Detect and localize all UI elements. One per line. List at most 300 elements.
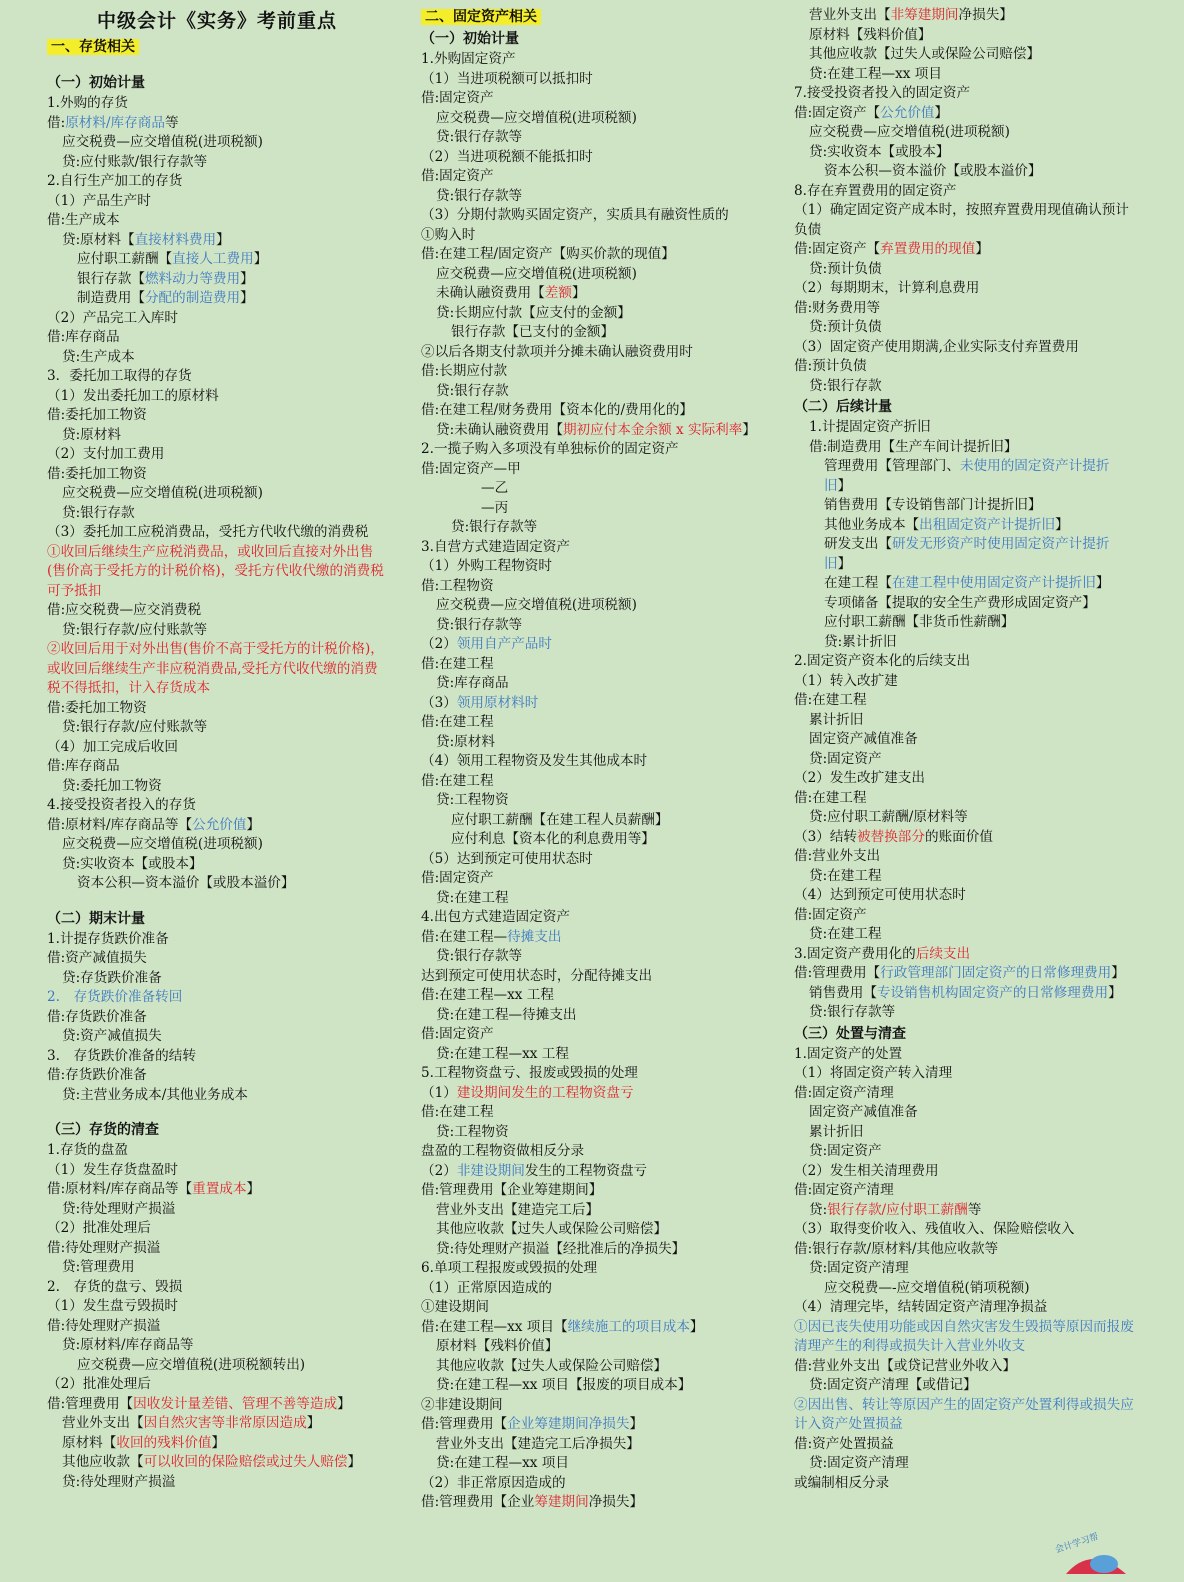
entry-line <box>794 143 1134 163</box>
line-text: 借:在建工程 <box>421 655 494 672</box>
line-text: 借:营业外支出【或贷记营业外收入】 <box>794 1357 1017 1374</box>
line-text: 借:固定资产【 <box>794 241 881 257</box>
line-text: （4）领用工程物资及发生其他成本时 <box>421 753 648 769</box>
entry-line <box>47 1414 387 1434</box>
line-text: 借:存货跌价准备 <box>47 1067 147 1083</box>
line-text: （3） <box>421 694 457 711</box>
key-term-blue: 领用自产产品时 <box>456 636 552 652</box>
entry-line <box>421 811 771 831</box>
entry-line <box>47 465 387 485</box>
line-text: 贷:在建工程 <box>809 867 882 884</box>
line-text: 应付利息【资本化的利息费用等】 <box>451 831 655 847</box>
entry-line <box>47 1161 387 1181</box>
entry-line <box>794 1084 1134 1104</box>
entry-line <box>794 691 1134 711</box>
line-text: 】 <box>689 1318 704 1335</box>
entry-line <box>794 1103 1134 1123</box>
entry-line <box>47 94 387 114</box>
entry-line <box>794 1240 1134 1260</box>
line-text: 借:固定资产 <box>794 906 867 923</box>
line-text: 贷:应付职工薪酬/原材料等 <box>809 809 968 825</box>
line-text: 借:在建工程—xx 工程 <box>421 987 554 1003</box>
line-text: 贷:长期应付款【应支付的金额】 <box>436 304 631 321</box>
entry-line <box>47 309 387 329</box>
entry-line <box>421 1045 771 1065</box>
entry-line <box>794 1376 1134 1396</box>
line-text: 贷:银行存款等 <box>436 129 523 145</box>
entry-line <box>421 986 771 1006</box>
entry-line <box>47 1336 387 1356</box>
line-text: 贷:预计负债 <box>809 319 882 335</box>
line-text: 其他应收款【 <box>62 1454 144 1470</box>
key-term-red: 银行存款/应付职工薪酬 <box>827 1201 968 1218</box>
entry-line <box>421 109 771 129</box>
entry-line <box>421 577 771 597</box>
section-heading-highlight <box>47 39 139 55</box>
subsection-heading <box>794 396 1134 418</box>
entry-line <box>794 906 1134 926</box>
entry-line <box>794 1259 1134 1279</box>
key-term-blue: 企业筹建期间净损失 <box>507 1416 630 1432</box>
line-text: 】 <box>837 477 852 494</box>
entry-line <box>421 713 771 733</box>
line-text: 贷:资产减值损失 <box>62 1028 162 1044</box>
line-text: （1）产品生产时 <box>47 192 151 209</box>
key-term-blue: 分配的制造费用 <box>144 290 241 306</box>
entry-line <box>794 945 1134 965</box>
line-text: 中级会计《实务》考前重点 <box>96 10 337 32</box>
entry-line <box>794 201 1134 240</box>
line-text: 】 <box>837 555 852 572</box>
entry-line <box>794 338 1134 358</box>
entry-line <box>794 65 1134 85</box>
line-text: 贷:银行存款 <box>436 382 509 399</box>
entry-line <box>794 1454 1134 1474</box>
line-text: 4.接受投资者投入的存货 <box>47 797 196 813</box>
line-text: 借:在建工程 <box>421 772 494 789</box>
entry-line <box>794 1142 1134 1162</box>
line-text: 3．委托加工取得的存货 <box>47 368 192 384</box>
entry-line <box>794 1220 1134 1240</box>
line-text: 二、固定资产相关 <box>425 9 537 25</box>
entry-line <box>47 738 387 758</box>
line-text: ①购入时 <box>421 226 476 243</box>
entry-line <box>794 1357 1134 1377</box>
subsection-heading <box>47 908 387 930</box>
line-text: 净损失】 <box>588 1494 644 1510</box>
line-text: （3）固定资产使用期满,企业实际支付弃置费用 <box>794 338 1079 355</box>
entry-line <box>794 418 1134 438</box>
section-heading-highlight <box>421 9 541 25</box>
entry-line <box>47 930 387 950</box>
line-text: 借:资产处置损益 <box>794 1435 894 1452</box>
key-term-blue: 直接人工费用 <box>172 251 254 267</box>
line-text: 借:在建工程—xx 项目【 <box>421 1318 568 1335</box>
entry-line <box>794 672 1134 692</box>
line-text: 借:制造费用【生产车间计提折旧】 <box>809 438 1018 455</box>
line-text: （1） <box>421 1084 457 1101</box>
line-text: 借:管理费用【企业 <box>421 1494 535 1510</box>
line-text: —乙 <box>481 480 509 496</box>
line-text: 1.计提固定资产折旧 <box>809 419 931 435</box>
entry-line <box>421 1123 771 1143</box>
entry-line <box>421 1474 771 1494</box>
key-term-red: 筹建期间 <box>534 1494 589 1510</box>
key-term-blue: 公允价值 <box>880 104 935 121</box>
spacer <box>47 58 387 72</box>
line-text: （2） <box>421 1162 457 1179</box>
key-term-blue: 领用原材料时 <box>456 694 539 711</box>
line-text: （4）清理完毕，结转固定资产清理净损益 <box>794 1299 1048 1315</box>
entry-line <box>421 245 771 265</box>
entry-line <box>794 1123 1134 1143</box>
entry-line <box>47 406 387 426</box>
entry-line <box>421 1396 771 1416</box>
entry-line <box>47 523 387 543</box>
line-text: 借:委托加工物资 <box>47 465 147 482</box>
line-text: 借:应交税费—应交消费税 <box>47 602 202 618</box>
line-text: —丙 <box>481 499 509 516</box>
line-text: 借:固定资产清理 <box>794 1084 894 1101</box>
line-text: 贷:原材料【 <box>62 231 135 248</box>
page-title <box>47 6 387 36</box>
entry-line <box>421 538 771 558</box>
entry-line <box>794 1181 1134 1201</box>
key-term-blue: 行政管理部门固定资产的日常修理费用 <box>880 965 1112 981</box>
entry-line <box>47 1239 387 1259</box>
key-term-blue: 继续施工的项目成本 <box>567 1318 690 1335</box>
subsection-heading <box>794 1023 1134 1045</box>
line-text: 发生的工程物资盘亏 <box>524 1162 648 1179</box>
line-text: 借:固定资产 <box>421 1026 494 1042</box>
line-text: （1）发出委托加工的原材料 <box>47 387 219 404</box>
line-text: 应交税费—应交增值税(进项税额) <box>62 134 263 150</box>
line-text: （1）发生存货盘盈时 <box>47 1161 178 1178</box>
line-text: （3）结转 <box>794 828 858 845</box>
line-text: 5.工程物资盘亏、报废或毁损的处理 <box>421 1065 638 1081</box>
key-term-red: 重置成本 <box>192 1181 247 1197</box>
line-text: 3.固定资产费用化的 <box>794 945 916 962</box>
line-text: 原材料【 <box>62 1434 117 1451</box>
key-term-red: 差额 <box>544 285 572 301</box>
entry-line <box>421 304 771 324</box>
line-text: 贷:银行存款等 <box>436 616 523 633</box>
entry-line <box>794 516 1134 536</box>
line-text: 借:在建工程 <box>794 789 867 806</box>
line-text: 借:存货跌价准备 <box>47 1008 147 1025</box>
line-text: 借:银行存款/原材料/其他应收款等 <box>794 1240 999 1257</box>
line-text: 在建工程【 <box>824 575 892 591</box>
entry-line <box>47 1008 387 1028</box>
entry-line <box>794 613 1134 633</box>
entry-line <box>421 343 771 363</box>
line-text: 借:固定资产 <box>421 870 494 886</box>
line-text: （2）发生改扩建支出 <box>794 770 925 786</box>
line-text: 贷:工程物资 <box>436 792 509 808</box>
line-text: 借:财务费用等 <box>794 299 881 316</box>
line-text: 贷:在建工程—xx 项目 <box>809 65 942 82</box>
line-text: （2）产品完工入库时 <box>47 309 178 326</box>
subsection-heading <box>47 72 387 94</box>
entry-line <box>421 128 771 148</box>
key-term-blue: 燃料动力等费用 <box>144 270 241 287</box>
line-text: 未确认融资费用【 <box>436 285 545 301</box>
line-text: 一、存货相关 <box>51 39 135 55</box>
line-text: 2.自行生产加工的存货 <box>47 173 183 189</box>
line-text: 借:固定资产 <box>421 168 494 184</box>
key-term-blue: 出租固定资产计提折旧 <box>919 516 1056 533</box>
line-text: 贷:在建工程 <box>809 926 882 942</box>
line-text: 累计折旧 <box>809 711 864 728</box>
logo <box>1052 1534 1130 1578</box>
line-text: 制造费用【 <box>77 290 145 306</box>
line-text: 贷:银行存款等 <box>436 948 523 964</box>
entry-line <box>47 1219 387 1239</box>
entry-line <box>794 1298 1134 1318</box>
line-text: （二）后续计量 <box>794 399 892 415</box>
entry-line <box>421 1162 771 1182</box>
line-text: 贷:银行存款等 <box>809 1004 896 1020</box>
entry-line <box>421 1103 771 1123</box>
line-text: 贷:未确认融资费用【 <box>436 421 563 438</box>
line-text: 贷:银行存款 <box>809 377 882 394</box>
line-text: （2）批准处理后 <box>47 1220 151 1236</box>
line-text: 销售费用【 <box>809 984 877 1001</box>
entry-line <box>47 874 387 894</box>
entry-line <box>421 362 771 382</box>
entry-line <box>47 621 387 641</box>
entry-line <box>47 1086 387 1106</box>
line-text: 应交税费—应交增值税(进项税额) <box>809 124 1010 140</box>
subsection-heading <box>47 1119 387 1141</box>
entry-line <box>794 1435 1134 1455</box>
line-text: 等 <box>967 1201 982 1218</box>
line-text: 】 <box>246 1181 261 1197</box>
line-text: 应付职工薪酬【在建工程人员薪酬】 <box>451 811 669 828</box>
entry-line <box>47 1453 387 1473</box>
entry-line <box>421 1493 771 1513</box>
entry-line <box>794 357 1134 377</box>
line-text: 资本公积—资本溢价【或股本溢价】 <box>824 163 1042 179</box>
entry-line <box>794 984 1134 1004</box>
line-text: 借:原材料/库存商品等【 <box>47 816 193 833</box>
key-term-blue: 专设销售机构固定资产的日常修理费用 <box>876 984 1109 1001</box>
line-text: 应交税费—应交增值税(进项税额) <box>436 265 637 282</box>
entry-line <box>47 796 387 816</box>
line-text: 应交税费—应交增值税(进项税额) <box>62 836 263 852</box>
entry-line <box>794 1162 1134 1182</box>
entry-line <box>421 50 771 70</box>
entry-line <box>47 777 387 797</box>
line-text: 贷:在建工程 <box>436 889 509 906</box>
line-text: （1）确定固定资产成本时，按照弃置费用现值确认预计负债 <box>794 202 1129 238</box>
entry-line <box>794 750 1134 770</box>
entry-line <box>421 167 771 187</box>
entry-line <box>794 457 1134 496</box>
line-text: 贷:待处理财产损溢 <box>62 1473 176 1490</box>
entry-line <box>421 460 771 480</box>
line-text: 】 <box>246 816 261 833</box>
line-text: （2）非正常原因造成的 <box>421 1474 566 1491</box>
line-text: （1）外购工程物资时 <box>421 558 552 574</box>
line-text: 贷:实收资本【或股本】 <box>809 143 950 160</box>
key-term-blue: 直接材料费用 <box>134 231 217 248</box>
line-text: 】 <box>934 104 949 121</box>
line-text: 】 <box>216 231 230 248</box>
key-term-blue: 原材料/库存商品 <box>65 114 165 131</box>
entry-line <box>47 988 387 1008</box>
entry-line <box>47 1356 387 1376</box>
line-text: 】 <box>1111 965 1125 981</box>
line-text: 1.存货的盘盈 <box>47 1142 128 1158</box>
entry-line <box>421 1181 771 1201</box>
entry-line <box>47 1317 387 1337</box>
line-text: （1）正常原因造成的 <box>421 1279 552 1296</box>
entry-line <box>421 148 771 168</box>
line-text: 贷:预计负债 <box>809 260 882 277</box>
key-term-red: 被替换部分 <box>857 828 925 845</box>
line-text: 3. 存货跌价准备的结转 <box>47 1047 196 1064</box>
line-text: 】 <box>337 1395 351 1412</box>
entry-line <box>421 967 771 987</box>
line-text: 其他应收款【过失人或保险公司赔偿】 <box>436 1221 668 1237</box>
entry-line <box>47 367 387 387</box>
line-text: 营业外支出【建造完工后】 <box>436 1201 600 1218</box>
entry-line <box>794 847 1134 867</box>
entry-line <box>421 421 771 441</box>
key-term-red: 因自然灾害等非常原因造成 <box>143 1415 307 1431</box>
entry-line <box>421 655 771 675</box>
line-text: 借:委托加工物资 <box>47 407 147 423</box>
entry-line <box>421 869 771 889</box>
column-fixed-assets-continued <box>794 6 1134 1493</box>
line-text: 借:在建工程 <box>794 692 867 708</box>
entry-line <box>47 1278 387 1298</box>
entry-line <box>421 89 771 109</box>
entry-line <box>421 616 771 636</box>
entry-line <box>794 84 1134 104</box>
line-text: 贷:银行存款/应付账款等 <box>62 719 208 735</box>
entry-line <box>421 1259 771 1279</box>
line-text: 借:委托加工物资 <box>47 699 147 716</box>
line-text: 营业外支出【 <box>62 1415 144 1431</box>
entry-line <box>421 1142 771 1162</box>
entry-line <box>421 187 771 207</box>
entry-line <box>47 445 387 465</box>
entry-line <box>47 387 387 407</box>
entry-line <box>794 1318 1134 1357</box>
entry-line <box>421 206 771 226</box>
entry-line <box>794 104 1134 124</box>
line-text: 其他应收款【过失人或保险公司赔偿】 <box>809 46 1041 62</box>
entry-line <box>421 226 771 246</box>
entry-line <box>794 867 1134 887</box>
key-term-blue: ②因出售、转让等原因产生的固定资产处置利得或损失应计入资产处置损益 <box>794 1396 1134 1432</box>
entry-line <box>794 1201 1134 1221</box>
entry-line <box>421 596 771 616</box>
line-text: 2.固定资产资本化的后续支出 <box>794 653 971 669</box>
entry-line <box>47 348 387 368</box>
line-text: 贷:委托加工物资 <box>62 777 162 794</box>
entry-line <box>421 265 771 285</box>
entry-line <box>421 928 771 948</box>
line-text: 贷:银行存款/应付账款等 <box>62 621 208 638</box>
entry-line <box>421 830 771 850</box>
key-term-red: 建设期间发生的工程物资盘亏 <box>456 1084 634 1101</box>
line-text: 贷:银行存款等 <box>451 519 538 535</box>
line-text: 贷:主营业务成本/其他业务成本 <box>62 1086 248 1103</box>
key-term-blue: 公允价值 <box>192 816 247 833</box>
line-text: 贷: <box>809 1201 828 1218</box>
entry-line <box>421 733 771 753</box>
line-text: （4）加工完成后收回 <box>47 738 178 755</box>
entry-line <box>421 850 771 870</box>
entry-line <box>421 1337 771 1357</box>
entry-line <box>794 318 1134 338</box>
line-text: 】 <box>1095 575 1110 591</box>
line-text: （2）发生相关清理费用 <box>794 1162 939 1179</box>
line-text: 借:固定资产—甲 <box>421 460 521 477</box>
line-text: 】 <box>1055 516 1069 533</box>
line-text: 贷:实收资本【或股本】 <box>62 855 203 872</box>
entry-line <box>47 1180 387 1200</box>
entry-line <box>794 1279 1134 1299</box>
entry-line <box>794 808 1134 828</box>
line-text: 】 <box>240 290 254 306</box>
entry-line <box>794 886 1134 906</box>
entry-line <box>47 172 387 192</box>
entry-line <box>794 730 1134 750</box>
entry-line <box>794 279 1134 299</box>
line-text: 借:固定资产 <box>421 90 494 106</box>
entry-line <box>421 1376 771 1396</box>
line-text: 管理费用【管理部门、 <box>824 458 960 474</box>
line-text: 贷:在建工程—xx 项目【报废的项目成本】 <box>436 1377 692 1393</box>
entry-line <box>47 1473 387 1493</box>
line-text: 】 <box>347 1454 362 1470</box>
line-text: （三）存货的清查 <box>47 1122 159 1138</box>
entry-line <box>47 328 387 348</box>
line-text: 净损失】 <box>958 7 1013 23</box>
entry-line <box>421 284 771 304</box>
line-text: （3）取得变价收入、残值收入、保险赔偿收入 <box>794 1221 1075 1237</box>
entry-line <box>47 718 387 738</box>
line-text: 的账面价值 <box>925 828 993 845</box>
line-text: 资本公积—资本溢价【或股本溢价】 <box>77 875 295 891</box>
entry-line <box>421 1240 771 1260</box>
entry-line <box>794 6 1134 26</box>
line-text: 贷:待处理财产损溢 <box>62 1200 176 1217</box>
spacer <box>47 894 387 908</box>
key-term-red: ②收回后用于对外出售(售价不高于受托方的计税价格)，或收回后继续生产非应税消费品,受托方代收代缴的消费税不得抵扣，计入存货成本 <box>47 641 384 696</box>
key-term-red: 期初应付本金余额 x 实际利率 <box>562 421 743 438</box>
column-fixed-assets <box>421 6 771 1513</box>
line-text: 贷:生产成本 <box>62 348 135 365</box>
line-text: （一）初始计量 <box>47 75 145 91</box>
entry-line <box>421 1454 771 1474</box>
line-text: （2）当进项税额不能抵扣时 <box>421 148 593 165</box>
key-term-blue: 非建设期间 <box>456 1162 525 1179</box>
line-text: 借:预计负债 <box>794 358 867 374</box>
entry-line <box>47 484 387 504</box>
line-text: 】 <box>742 421 756 438</box>
entry-line <box>47 543 387 602</box>
entry-line <box>47 1375 387 1395</box>
line-text: （1）发生盘亏毁损时 <box>47 1298 178 1314</box>
line-text: 借:库存商品 <box>47 329 120 345</box>
entry-line <box>794 45 1134 65</box>
entry-line <box>421 1025 771 1045</box>
